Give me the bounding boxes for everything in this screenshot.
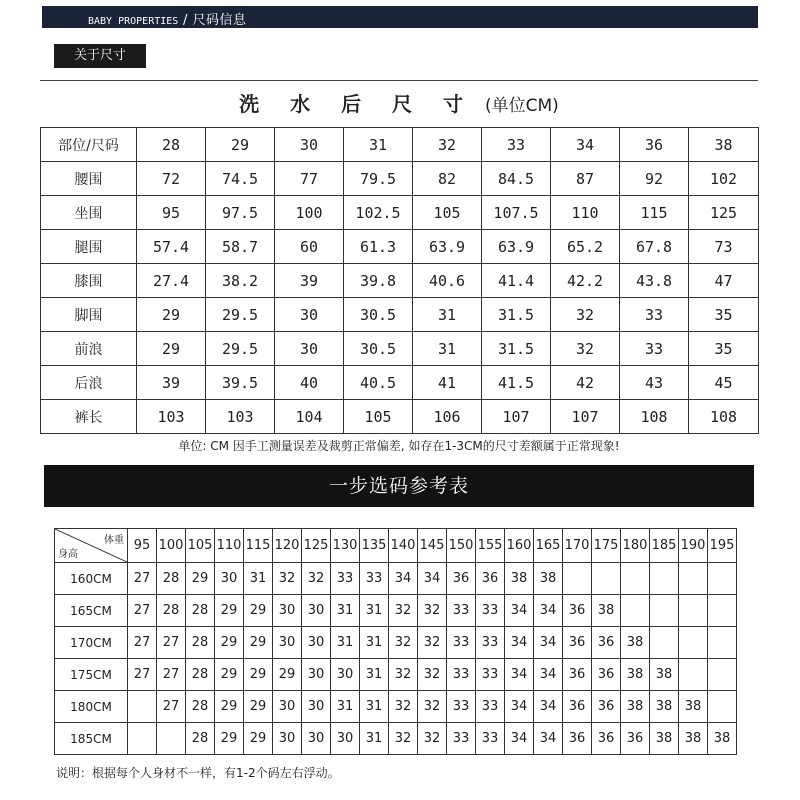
grid-cell: 32 bbox=[389, 627, 418, 659]
grid-cell: 33 bbox=[476, 595, 505, 627]
size-cell: 39.8 bbox=[344, 264, 413, 298]
grid-cell: 34 bbox=[418, 563, 447, 595]
size-row bbox=[41, 332, 759, 366]
grid-cell: 28 bbox=[186, 595, 215, 627]
size-header-label: 部位/尺码 bbox=[41, 128, 137, 162]
grid-cell bbox=[708, 563, 737, 595]
grid-cell: 34 bbox=[534, 659, 563, 691]
size-cell: 102 bbox=[689, 162, 759, 196]
grid-cell: 28 bbox=[186, 691, 215, 723]
size-cell: 41.5 bbox=[482, 366, 551, 400]
top-banner bbox=[42, 6, 758, 28]
grid-weight-header: 120 bbox=[273, 529, 302, 563]
size-row bbox=[41, 366, 759, 400]
grid-cell: 33 bbox=[476, 691, 505, 723]
size-cell: 29 bbox=[137, 298, 206, 332]
size-cell: 27.4 bbox=[137, 264, 206, 298]
size-cell: 32 bbox=[551, 332, 620, 366]
size-cell: 31.5 bbox=[482, 332, 551, 366]
grid-cell: 27 bbox=[157, 627, 186, 659]
grid-cell: 29 bbox=[215, 659, 244, 691]
grid-weight-header: 95 bbox=[128, 529, 157, 563]
grid-weight-header: 130 bbox=[331, 529, 360, 563]
grid-cell bbox=[650, 595, 679, 627]
size-row-label: 脚围 bbox=[41, 298, 137, 332]
grid-height-label: 170CM bbox=[55, 627, 128, 659]
grid-cell: 36 bbox=[476, 563, 505, 595]
size-row-label: 坐围 bbox=[41, 196, 137, 230]
grid-cell: 34 bbox=[534, 595, 563, 627]
grid-cell: 34 bbox=[534, 723, 563, 755]
grid-cell: 27 bbox=[157, 659, 186, 691]
grid-cell: 32 bbox=[389, 691, 418, 723]
grid-cell: 38 bbox=[679, 723, 708, 755]
grid-cell: 29 bbox=[244, 595, 273, 627]
grid-weight-header: 125 bbox=[302, 529, 331, 563]
size-row bbox=[41, 400, 759, 434]
grid-cell: 29 bbox=[186, 563, 215, 595]
grid-cell: 36 bbox=[563, 627, 592, 659]
grid-cell: 38 bbox=[650, 691, 679, 723]
size-cell: 103 bbox=[137, 400, 206, 434]
grid-cell bbox=[157, 723, 186, 755]
size-table-unit: (单位CM) bbox=[485, 96, 559, 116]
size-header-cell: 29 bbox=[206, 128, 275, 162]
grid-cell: 29 bbox=[215, 627, 244, 659]
grid-corner-cell bbox=[55, 529, 128, 563]
size-cell: 30.5 bbox=[344, 332, 413, 366]
grid-height-label: 185CM bbox=[55, 723, 128, 755]
grid-cell: 33 bbox=[447, 691, 476, 723]
grid-cell: 29 bbox=[244, 723, 273, 755]
size-cell: 60 bbox=[275, 230, 344, 264]
grid-cell bbox=[679, 627, 708, 659]
grid-cell: 38 bbox=[679, 691, 708, 723]
size-cell: 42.2 bbox=[551, 264, 620, 298]
size-cell: 31.5 bbox=[482, 298, 551, 332]
grid-cell: 30 bbox=[302, 723, 331, 755]
grid-cell: 28 bbox=[157, 563, 186, 595]
grid-cell: 36 bbox=[592, 691, 621, 723]
size-cell: 108 bbox=[689, 400, 759, 434]
grid-weight-header: 160 bbox=[505, 529, 534, 563]
grid-cell: 38 bbox=[650, 723, 679, 755]
grid-cell: 38 bbox=[621, 691, 650, 723]
grid-cell: 38 bbox=[505, 563, 534, 595]
grid-weight-header: 105 bbox=[186, 529, 215, 563]
about-size-tag: 关于尺寸 bbox=[54, 44, 146, 68]
size-cell: 32 bbox=[551, 298, 620, 332]
grid-weight-header: 155 bbox=[476, 529, 505, 563]
grid-cell: 29 bbox=[244, 691, 273, 723]
grid-cell: 31 bbox=[360, 659, 389, 691]
grid-cell: 29 bbox=[215, 723, 244, 755]
size-cell: 97.5 bbox=[206, 196, 275, 230]
grid-weight-header: 185 bbox=[650, 529, 679, 563]
grid-row bbox=[55, 595, 737, 627]
size-header-cell: 28 bbox=[137, 128, 206, 162]
size-row-label: 前浪 bbox=[41, 332, 137, 366]
size-cell: 107.5 bbox=[482, 196, 551, 230]
grid-cell: 38 bbox=[534, 563, 563, 595]
size-cell: 107 bbox=[482, 400, 551, 434]
grid-cell: 30 bbox=[302, 595, 331, 627]
size-cell: 104 bbox=[275, 400, 344, 434]
size-cell: 125 bbox=[689, 196, 759, 230]
size-cell: 100 bbox=[275, 196, 344, 230]
grid-cell bbox=[679, 563, 708, 595]
grid-weight-header: 170 bbox=[563, 529, 592, 563]
grid-cell: 28 bbox=[186, 723, 215, 755]
grid-cell: 32 bbox=[302, 563, 331, 595]
size-cell: 41 bbox=[413, 366, 482, 400]
size-header-cell: 30 bbox=[275, 128, 344, 162]
grid-cell: 36 bbox=[592, 627, 621, 659]
grid-cell: 31 bbox=[244, 563, 273, 595]
grid-weight-header: 145 bbox=[418, 529, 447, 563]
size-cell: 102.5 bbox=[344, 196, 413, 230]
size-cell: 67.8 bbox=[620, 230, 689, 264]
grid-cell: 27 bbox=[128, 627, 157, 659]
grid-cell: 32 bbox=[389, 659, 418, 691]
grid-weight-header: 140 bbox=[389, 529, 418, 563]
grid-cell: 33 bbox=[360, 563, 389, 595]
grid-cell: 32 bbox=[273, 563, 302, 595]
size-row bbox=[41, 162, 759, 196]
grid-cell bbox=[708, 595, 737, 627]
grid-cell: 29 bbox=[244, 627, 273, 659]
grid-cell bbox=[128, 723, 157, 755]
size-cell: 84.5 bbox=[482, 162, 551, 196]
size-cell: 33 bbox=[620, 298, 689, 332]
grid-cell: 33 bbox=[476, 627, 505, 659]
grid-cell: 27 bbox=[128, 563, 157, 595]
size-header-cell: 31 bbox=[344, 128, 413, 162]
size-row-label: 裤长 bbox=[41, 400, 137, 434]
grid-cell: 34 bbox=[505, 723, 534, 755]
grid-weight-header: 180 bbox=[621, 529, 650, 563]
size-cell: 61.3 bbox=[344, 230, 413, 264]
grid-weight-header: 150 bbox=[447, 529, 476, 563]
grid-cell bbox=[708, 627, 737, 659]
grid-cell: 30 bbox=[331, 723, 360, 755]
grid-cell: 34 bbox=[534, 691, 563, 723]
grid-cell: 33 bbox=[476, 723, 505, 755]
grid-cell bbox=[650, 627, 679, 659]
size-cell: 42 bbox=[551, 366, 620, 400]
size-cell: 103 bbox=[206, 400, 275, 434]
grid-header-row bbox=[55, 529, 737, 563]
size-cell: 45 bbox=[689, 366, 759, 400]
size-header-cell: 33 bbox=[482, 128, 551, 162]
grid-cell: 30 bbox=[331, 659, 360, 691]
size-cell: 30 bbox=[275, 332, 344, 366]
grid-row bbox=[55, 659, 737, 691]
size-cell: 30 bbox=[275, 298, 344, 332]
grid-cell: 32 bbox=[418, 723, 447, 755]
size-cell: 47 bbox=[689, 264, 759, 298]
size-cell: 72 bbox=[137, 162, 206, 196]
grid-cell: 29 bbox=[244, 659, 273, 691]
grid-cell: 28 bbox=[186, 659, 215, 691]
size-cell: 63.9 bbox=[413, 230, 482, 264]
grid-cell bbox=[708, 659, 737, 691]
grid-row bbox=[55, 627, 737, 659]
grid-cell: 31 bbox=[331, 595, 360, 627]
grid-weight-header: 165 bbox=[534, 529, 563, 563]
grid-cell: 29 bbox=[215, 691, 244, 723]
grid-cell bbox=[679, 595, 708, 627]
size-cell: 57.4 bbox=[137, 230, 206, 264]
size-table-heading: 洗 水 后 尺 寸 bbox=[239, 92, 476, 116]
grid-cell: 33 bbox=[447, 659, 476, 691]
size-cell: 29 bbox=[137, 332, 206, 366]
size-cell: 92 bbox=[620, 162, 689, 196]
grid-cell: 30 bbox=[273, 723, 302, 755]
grid-cell bbox=[679, 659, 708, 691]
grid-cell: 31 bbox=[360, 627, 389, 659]
grid-cell: 36 bbox=[563, 595, 592, 627]
size-cell: 29.5 bbox=[206, 298, 275, 332]
grid-cell: 33 bbox=[447, 627, 476, 659]
grid-cell: 36 bbox=[621, 723, 650, 755]
grid-cell: 31 bbox=[360, 691, 389, 723]
grid-cell: 34 bbox=[505, 691, 534, 723]
banner-section: 尺码信息 bbox=[192, 13, 247, 28]
grid-cell: 36 bbox=[563, 691, 592, 723]
size-row-label: 膝围 bbox=[41, 264, 137, 298]
banner-title bbox=[88, 9, 246, 28]
size-table-title bbox=[40, 80, 758, 127]
grid-weight-header: 110 bbox=[215, 529, 244, 563]
grid-cell: 30 bbox=[273, 627, 302, 659]
size-row bbox=[41, 196, 759, 230]
grid-cell: 32 bbox=[418, 595, 447, 627]
grid-cell: 30 bbox=[273, 691, 302, 723]
size-cell: 65.2 bbox=[551, 230, 620, 264]
size-cell: 108 bbox=[620, 400, 689, 434]
size-cell: 43 bbox=[620, 366, 689, 400]
banner-brand: BABY PROPERTIES bbox=[88, 16, 179, 27]
size-guide-note: 说明：根据每个人身材不一样，有1-2个码左右浮动。 bbox=[56, 766, 340, 780]
grid-cell: 34 bbox=[505, 659, 534, 691]
size-header-cell: 38 bbox=[689, 128, 759, 162]
size-cell: 30.5 bbox=[344, 298, 413, 332]
grid-height-label: 175CM bbox=[55, 659, 128, 691]
grid-cell: 32 bbox=[389, 595, 418, 627]
grid-weight-header: 115 bbox=[244, 529, 273, 563]
grid-cell: 29 bbox=[273, 659, 302, 691]
size-guide-grid bbox=[54, 528, 737, 755]
size-cell: 40.6 bbox=[413, 264, 482, 298]
size-cell: 38.2 bbox=[206, 264, 275, 298]
grid-cell: 34 bbox=[505, 627, 534, 659]
grid-row bbox=[55, 691, 737, 723]
size-cell: 39.5 bbox=[206, 366, 275, 400]
grid-cell: 36 bbox=[563, 723, 592, 755]
size-cell: 41.4 bbox=[482, 264, 551, 298]
grid-cell: 33 bbox=[447, 595, 476, 627]
grid-cell: 32 bbox=[418, 627, 447, 659]
grid-cell bbox=[650, 563, 679, 595]
grid-cell: 30 bbox=[302, 659, 331, 691]
size-cell: 82 bbox=[413, 162, 482, 196]
size-cell: 95 bbox=[137, 196, 206, 230]
grid-cell: 36 bbox=[592, 659, 621, 691]
grid-cell: 34 bbox=[534, 627, 563, 659]
grid-cell bbox=[621, 595, 650, 627]
grid-weight-header: 175 bbox=[592, 529, 621, 563]
size-cell: 79.5 bbox=[344, 162, 413, 196]
size-cell: 40 bbox=[275, 366, 344, 400]
size-cell: 39 bbox=[137, 366, 206, 400]
size-cell: 40.5 bbox=[344, 366, 413, 400]
grid-cell: 30 bbox=[215, 563, 244, 595]
grid-weight-header: 190 bbox=[679, 529, 708, 563]
size-cell: 77 bbox=[275, 162, 344, 196]
size-cell: 73 bbox=[689, 230, 759, 264]
grid-cell: 31 bbox=[360, 595, 389, 627]
size-cell: 31 bbox=[413, 298, 482, 332]
size-guide-grid-section bbox=[54, 528, 737, 755]
grid-cell: 32 bbox=[418, 659, 447, 691]
grid-cell: 31 bbox=[331, 691, 360, 723]
grid-cell: 36 bbox=[563, 659, 592, 691]
grid-cell: 33 bbox=[447, 723, 476, 755]
grid-cell: 38 bbox=[621, 659, 650, 691]
grid-cell: 34 bbox=[505, 595, 534, 627]
size-cell: 87 bbox=[551, 162, 620, 196]
size-header-row bbox=[41, 128, 759, 162]
grid-height-label: 180CM bbox=[55, 691, 128, 723]
size-cell: 35 bbox=[689, 298, 759, 332]
grid-cell bbox=[708, 691, 737, 723]
grid-cell: 32 bbox=[389, 723, 418, 755]
size-note: 单位: CM 因手工测量误差及裁剪正常偏差, 如存在1-3CM的尺寸差额属于正常现象! bbox=[178, 439, 620, 453]
grid-cell: 27 bbox=[128, 659, 157, 691]
size-row bbox=[41, 230, 759, 264]
grid-cell: 36 bbox=[592, 723, 621, 755]
size-guide-header: 一步选码参考表 bbox=[44, 465, 754, 507]
grid-cell: 28 bbox=[157, 595, 186, 627]
size-cell: 35 bbox=[689, 332, 759, 366]
grid-cell: 28 bbox=[186, 627, 215, 659]
size-cell: 110 bbox=[551, 196, 620, 230]
grid-cell: 38 bbox=[621, 627, 650, 659]
grid-cell bbox=[563, 563, 592, 595]
size-cell: 31 bbox=[413, 332, 482, 366]
grid-cell: 31 bbox=[360, 723, 389, 755]
grid-cell: 34 bbox=[389, 563, 418, 595]
size-cell: 43.8 bbox=[620, 264, 689, 298]
size-cell: 115 bbox=[620, 196, 689, 230]
grid-cell bbox=[592, 563, 621, 595]
grid-cell: 31 bbox=[331, 627, 360, 659]
size-cell: 58.7 bbox=[206, 230, 275, 264]
size-cell: 106 bbox=[413, 400, 482, 434]
grid-row bbox=[55, 723, 737, 755]
grid-cell: 27 bbox=[157, 691, 186, 723]
grid-cell: 38 bbox=[708, 723, 737, 755]
size-row-label: 后浪 bbox=[41, 366, 137, 400]
size-cell: 74.5 bbox=[206, 162, 275, 196]
size-cell: 39 bbox=[275, 264, 344, 298]
size-row-label: 腿围 bbox=[41, 230, 137, 264]
grid-row bbox=[55, 563, 737, 595]
size-row bbox=[41, 264, 759, 298]
grid-cell: 38 bbox=[650, 659, 679, 691]
banner-separator: / bbox=[178, 13, 193, 28]
grid-weight-header: 135 bbox=[360, 529, 389, 563]
size-cell: 107 bbox=[551, 400, 620, 434]
grid-height-label: 160CM bbox=[55, 563, 128, 595]
size-cell: 105 bbox=[344, 400, 413, 434]
grid-weight-header: 100 bbox=[157, 529, 186, 563]
corner-weight-label: 体重 bbox=[104, 535, 124, 546]
grid-cell: 33 bbox=[331, 563, 360, 595]
grid-cell bbox=[128, 691, 157, 723]
size-row-label: 腰围 bbox=[41, 162, 137, 196]
size-cell: 63.9 bbox=[482, 230, 551, 264]
grid-cell: 38 bbox=[592, 595, 621, 627]
grid-cell: 27 bbox=[128, 595, 157, 627]
size-table-section bbox=[40, 80, 758, 434]
size-cell: 29.5 bbox=[206, 332, 275, 366]
grid-cell: 30 bbox=[273, 595, 302, 627]
grid-weight-header: 195 bbox=[708, 529, 737, 563]
size-row bbox=[41, 298, 759, 332]
grid-cell bbox=[621, 563, 650, 595]
size-header-cell: 34 bbox=[551, 128, 620, 162]
size-table bbox=[40, 127, 759, 434]
grid-corner bbox=[55, 529, 127, 562]
grid-height-label: 165CM bbox=[55, 595, 128, 627]
size-header-cell: 32 bbox=[413, 128, 482, 162]
corner-height-label: 身高 bbox=[58, 549, 78, 560]
grid-cell: 30 bbox=[302, 627, 331, 659]
grid-cell: 30 bbox=[302, 691, 331, 723]
size-header-cell: 36 bbox=[620, 128, 689, 162]
size-cell: 105 bbox=[413, 196, 482, 230]
grid-cell: 33 bbox=[476, 659, 505, 691]
grid-cell: 29 bbox=[215, 595, 244, 627]
size-cell: 33 bbox=[620, 332, 689, 366]
grid-cell: 32 bbox=[418, 691, 447, 723]
grid-cell: 36 bbox=[447, 563, 476, 595]
